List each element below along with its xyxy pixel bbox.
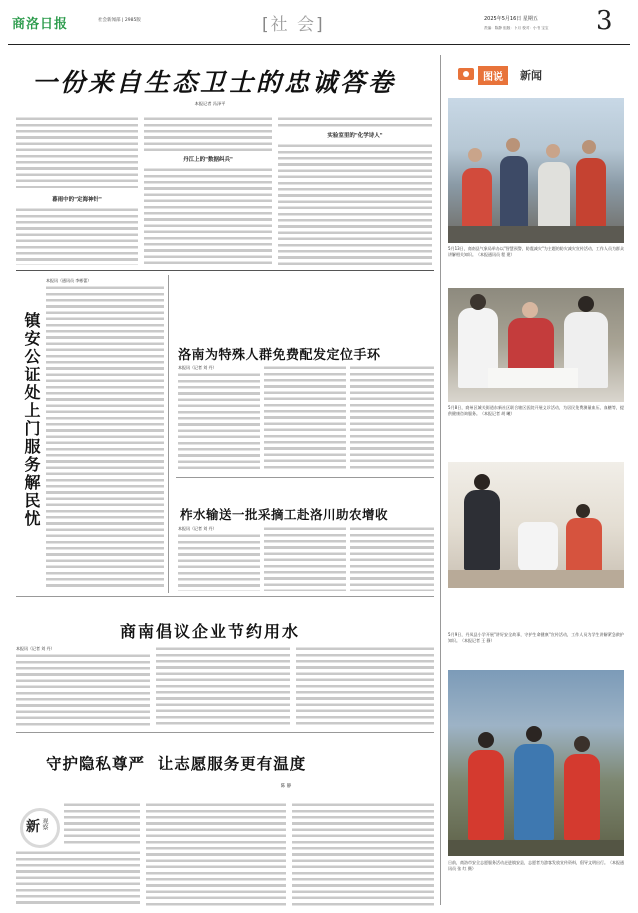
issue-date: 2025年5月16日 星期五 (484, 16, 538, 22)
story-2-byline: 本报讯（记者 刘 丹） (178, 365, 217, 370)
editor-credits: 责编：陈静 组版：卜月 校对：小书 宝宝 (484, 26, 549, 30)
story-4-headline: 商南倡议企业节约用水 (120, 622, 301, 641)
photo-news-header (458, 66, 618, 88)
story-4-body-3 (296, 646, 434, 727)
story-4-rule (16, 732, 434, 733)
story-2-headline: 洛南为特殊人群免费配发定位手环 (178, 348, 381, 363)
commentary-badge (20, 808, 60, 848)
story-2-body-1 (178, 372, 260, 472)
photo-volunteers (448, 670, 624, 856)
commentary-badge-top: 新 (26, 819, 40, 835)
story-2-rule (176, 477, 434, 478)
photo-caption-3: 5月9日，丹凤县小学开展"讲好安全故事，守护生命健康"宣传活动，工作人员为学生讲解紧急救护知识。（本报记者 王 静） (448, 632, 624, 643)
commentary-body-3 (292, 802, 434, 906)
lead-column-2 (144, 116, 272, 153)
lead-column-2b (144, 167, 272, 265)
lead-column-1b (16, 207, 138, 265)
camera-icon (458, 68, 474, 80)
lead-subhead-2: 丹江上的"数据纠兵" (183, 157, 233, 163)
story-2-body-2 (264, 365, 346, 472)
page-number: 3 (596, 6, 613, 36)
story-2-body-3 (350, 365, 434, 472)
commentary-author: 陈 静 (280, 784, 292, 789)
masthead-subtitle: 社会新闻部 | 2985版 (98, 18, 141, 23)
story-4-byline: 本报讯（记者 刘 丹） (16, 646, 55, 651)
newspaper-logo: 商洛日报 (12, 17, 69, 32)
photo-caption-2: 5月8日，商州区城关街道东新社区联合辖区医院开展义诊活动，为居民免费测量血压、血糖等，提供健康咨询服务。（本报记者 胡 曦） (448, 405, 624, 416)
lead-byline: 本报记者 冯泽平 (194, 101, 226, 106)
masthead-rule (8, 44, 630, 45)
lead-bottom-rule (16, 270, 434, 271)
story-3-rule (16, 596, 434, 597)
photo-news-badge: 图说 (478, 66, 508, 85)
side-story-headline: 镇安公证处上门服务解民忧 (22, 312, 41, 528)
photo-caption-4: 日前，商洛市安全志愿服务活动走进镇安县，志愿者为游客发放宣传资料，倡导文明出行。（本报通讯员 张 红 摄） (448, 860, 624, 871)
lead-column-3b (278, 143, 432, 265)
lead-column-1 (16, 116, 138, 188)
photo-school-safety (448, 462, 624, 588)
story-4-body-2 (156, 646, 290, 727)
side-story-divider (168, 275, 169, 593)
commentary-body-2 (146, 802, 286, 906)
masthead (0, 0, 638, 48)
story-4-body-1 (16, 653, 150, 727)
sidebar-divider (440, 55, 441, 905)
section-label-text: 社 会 (270, 15, 317, 35)
photo-caption-1: 5月13日，商南县气象局举办以"智慧预警，防震减灾"为主题的防灾减灾宣传活动，工作人员为群众讲解相关知识。（本报通讯员 程 建） (448, 246, 624, 257)
story-3-headline: 柞水输送一批采摘工赴洛川助农增收 (180, 507, 389, 522)
commentary-badge-bottom: 观察 (41, 818, 48, 830)
commentary-body-1b (16, 850, 140, 906)
story-3-body-3 (350, 526, 434, 591)
photo-news-label: 新闻 (520, 69, 542, 82)
photo-weather-event (448, 98, 624, 243)
lead-subhead-1: 暮雨中的"定海神针" (52, 197, 102, 203)
commentary-headline: 守护隐私尊严 让志愿服务更有温度 (46, 755, 307, 773)
commentary-body-1a (64, 802, 140, 846)
lead-subhead-3: 实验室里的"化学诗人" (327, 133, 383, 139)
photo-health-check (448, 288, 624, 402)
story-3-byline: 本报讯（记者 刘 丹） (178, 526, 217, 531)
lead-column-3 (278, 116, 432, 130)
side-story-body (46, 285, 164, 590)
side-story-byline: 本报讯（通讯员 李彬蕾） (46, 278, 92, 283)
story-3-body-1 (178, 533, 260, 591)
lead-headline: 一份来自生态卫士的忠诚答卷 (32, 68, 397, 97)
story-3-body-2 (264, 526, 346, 591)
section-label: [社 会] (262, 15, 325, 35)
